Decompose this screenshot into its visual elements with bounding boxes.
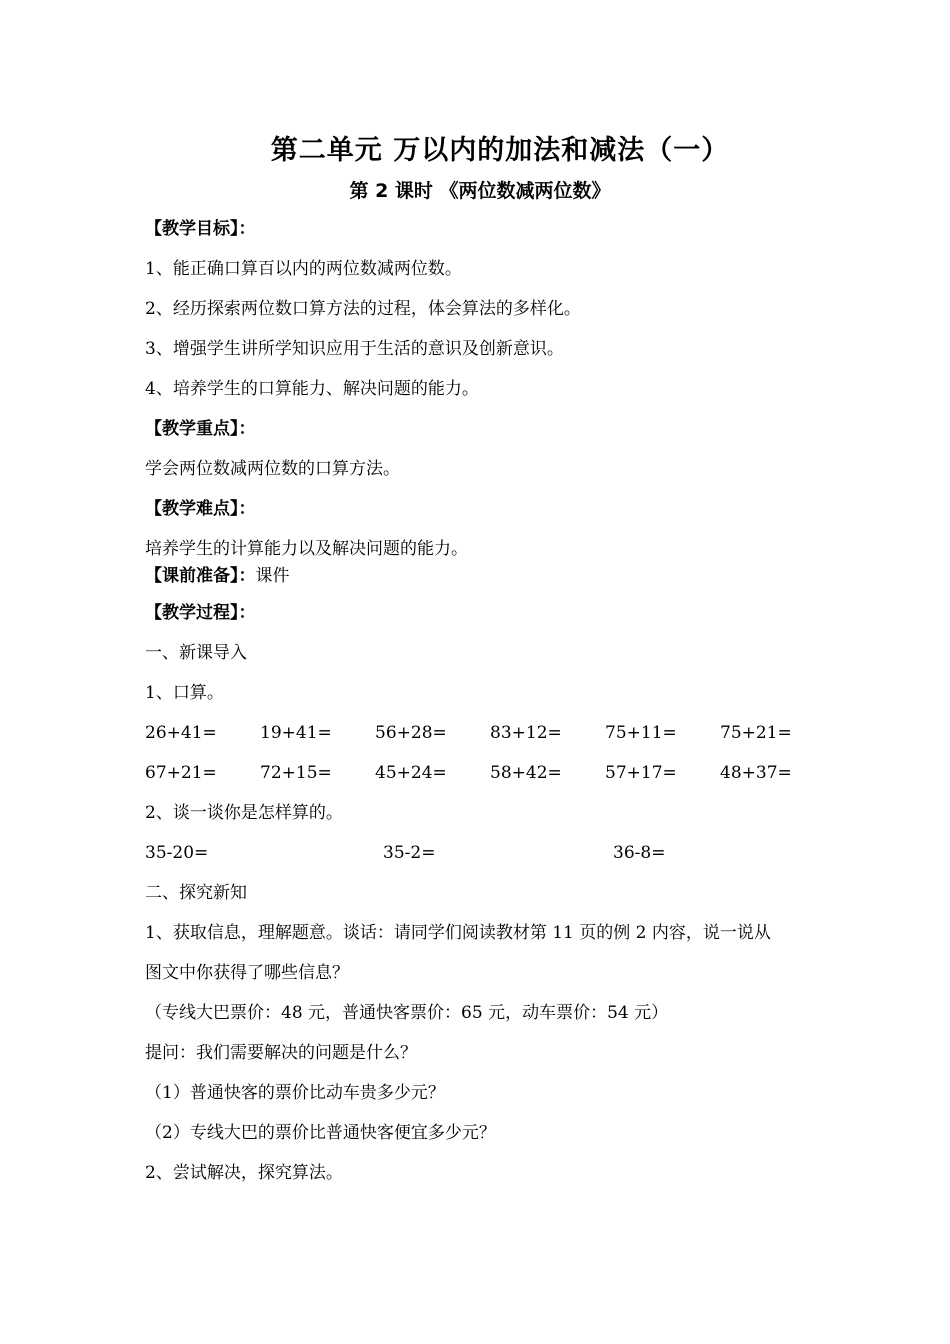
explore-step-1-line-1: 1、获取信息，理解题意。谈话：请同学们阅读教材第 11 页的例 2 内容，说一说从	[145, 923, 771, 943]
oral-calc-item: 67+21=	[145, 763, 217, 783]
oral-calc-item: 75+11=	[605, 723, 677, 743]
oral-calc-item: 58+42=	[490, 763, 562, 783]
oral-calc-item: 48+37=	[720, 763, 792, 783]
oral-calc-item: 26+41=	[145, 723, 217, 743]
difficulty-heading: 【教学难点】：	[145, 499, 256, 519]
step-discuss: 2、谈一谈你是怎样算的。	[145, 803, 343, 823]
step-oral-calc: 1、口算。	[145, 683, 224, 703]
preparation-line	[145, 565, 290, 587]
process-heading: 【教学过程】：	[145, 603, 256, 623]
discuss-calc-item: 35-20=	[145, 843, 209, 863]
goal-item-4: 4、培养学生的口算能力、解决问题的能力。	[145, 379, 479, 399]
oral-calc-item: 83+12=	[490, 723, 562, 743]
page-title: 第二单元 万以内的加法和减法（一）	[270, 135, 730, 166]
oral-calc-item: 56+28=	[375, 723, 447, 743]
discuss-calc-item: 35-2=	[383, 843, 436, 863]
question-intro: 提问：我们需要解决的问题是什么？	[145, 1043, 417, 1063]
lesson-subtitle: 第 2 课时 《两位数减两位数》	[349, 180, 611, 202]
oral-calc-item: 45+24=	[375, 763, 447, 783]
ticket-prices: （专线大巴票价：48 元，普通快客票价：65 元，动车票价：54 元）	[145, 1003, 669, 1023]
oral-calc-item: 57+17=	[605, 763, 677, 783]
explore-step-2: 2、尝试解决，探究算法。	[145, 1163, 343, 1183]
goal-item-3: 3、增强学生讲所学知识应用于生活的意识及创新意识。	[145, 339, 564, 359]
section-intro: 一、新课导入	[145, 643, 247, 663]
key-point-text: 学会两位数减两位数的口算方法。	[145, 459, 400, 479]
discuss-calc-item: 36-8=	[613, 843, 666, 863]
question-1: （1）普通快客的票价比动车贵多少元？	[145, 1083, 445, 1103]
explore-step-1-line-2: 图文中你获得了哪些信息？	[145, 963, 349, 983]
section-explore: 二、探究新知	[145, 883, 247, 903]
oral-calc-item: 19+41=	[260, 723, 332, 743]
oral-calc-item: 72+15=	[260, 763, 332, 783]
key-point-heading: 【教学重点】：	[145, 419, 256, 439]
preparation-heading: 【课前准备】：	[145, 566, 256, 586]
oral-calc-item: 75+21=	[720, 723, 792, 743]
preparation-text: 课件	[255, 566, 290, 586]
goals-heading: 【教学目标】：	[145, 219, 256, 239]
goal-item-2: 2、经历探索两位数口算方法的过程，体会算法的多样化。	[145, 299, 581, 319]
goal-item-1: 1、能正确口算百以内的两位数减两位数。	[145, 259, 462, 279]
question-2: （2）专线大巴的票价比普通快客便宜多少元？	[145, 1123, 496, 1143]
difficulty-text: 培养学生的计算能力以及解决问题的能力。	[145, 539, 468, 559]
